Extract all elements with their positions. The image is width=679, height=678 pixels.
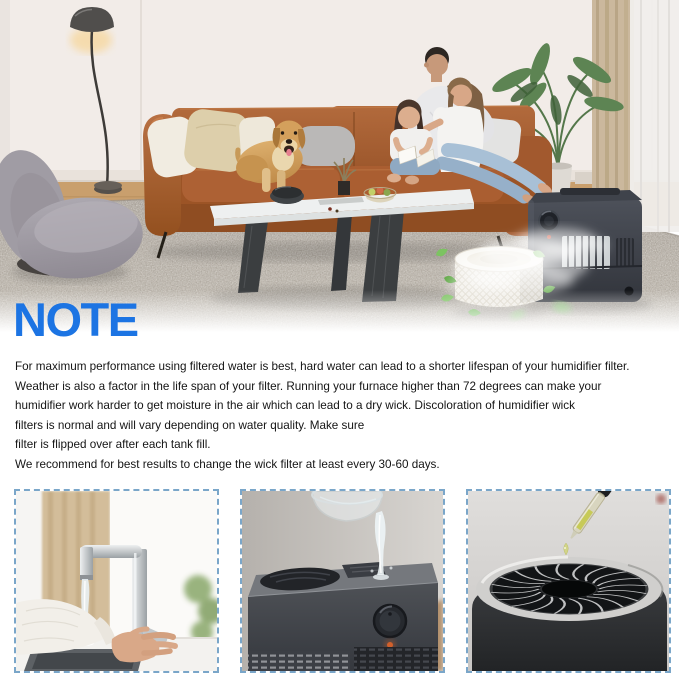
note-recommendation: We recommend for best results to change the wick filter at least every 30-60 days. (15, 458, 440, 471)
background-blur-dot (656, 494, 666, 504)
note-line-5: filter is flipped over after each tank fill. (15, 438, 211, 451)
fan-grille (491, 564, 647, 614)
note-line-3: humidifier work harder to get moisture in the air which can lead to a dry wick. Discoloration of humidifier wick (15, 399, 575, 412)
note-paragraph (15, 357, 630, 455)
photo-faucet (14, 489, 219, 673)
hero-photo (0, 0, 679, 332)
detail-photo-gallery (14, 489, 671, 673)
note-line-2: Weather is also a factor in the life span of your filter. Running your furnace higher than 72 degrees can make your (15, 379, 602, 393)
note-line-1: For maximum performance using filtered water is best, hard water can lead to a shorter lifespan of your humidifier filter. (15, 360, 630, 373)
photo-dropper-grille (466, 489, 671, 673)
control-knob (374, 605, 406, 637)
photo-pour-water (240, 489, 445, 673)
note-line-4: filters is normal and will vary depending on water quality. Make sure (15, 418, 365, 432)
note-heading: NOTE (13, 293, 138, 346)
